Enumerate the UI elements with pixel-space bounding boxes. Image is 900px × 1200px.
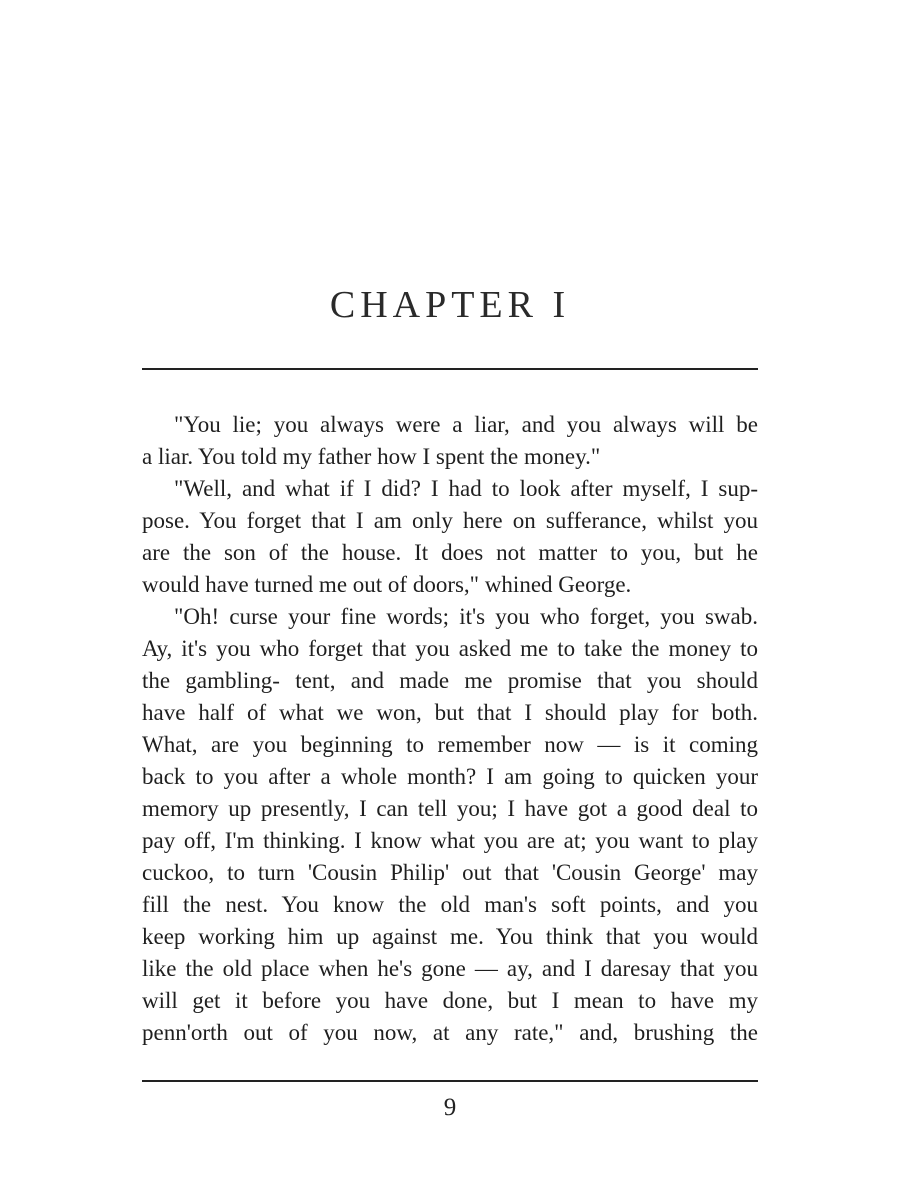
text-line: pose. You forget that I am only here on sufferance, whilst you xyxy=(142,508,758,533)
text-line: are the son of the house. It does not matter to you, but he xyxy=(142,540,758,565)
text-line: "Oh! curse your fine words; it's you who forget, you swab. xyxy=(174,604,758,629)
text-line: What, are you beginning to remember now — is it coming xyxy=(142,732,758,757)
text-line: cuckoo, to turn 'Cousin Philip' out that 'Cousin George' may xyxy=(142,860,758,885)
text-line: back to you after a whole month? I am going to quicken your xyxy=(142,764,758,789)
text-line: the gambling- tent, and made me promise that you should xyxy=(142,668,758,693)
text-line: Ay, it's you who forget that you asked me to take the money to xyxy=(142,636,758,661)
text-line: penn'orth out of you now, at any rate," and, brushing the xyxy=(142,1020,758,1045)
text-line: like the old place when he's gone — ay, and I daresay that you xyxy=(142,956,758,981)
text-line: "Well, and what if I did? I had to look after myself, I sup- xyxy=(174,476,758,501)
text-line: pay off, I'm thinking. I know what you are at; you want to play xyxy=(142,828,758,853)
text-line: will get it before you have done, but I mean to have my xyxy=(142,988,758,1013)
top-divider xyxy=(142,368,758,370)
text-line: fill the nest. You know the old man's soft points, and you xyxy=(142,892,758,917)
bottom-divider xyxy=(142,1080,758,1082)
text-line: keep working him up against me. You think that you would xyxy=(142,924,758,949)
page-number: 9 xyxy=(443,1094,457,1121)
text-line: have half of what we won, but that I should play for both. xyxy=(142,700,758,725)
text-line: a liar. You told my father how I spent the money." xyxy=(142,444,601,469)
body-text xyxy=(142,409,758,1049)
text-line: would have turned me out of doors," whined George. xyxy=(142,572,632,597)
text-line: memory up presently, I can tell you; I have got a good deal to xyxy=(142,796,758,821)
chapter-title: CHAPTER I xyxy=(329,284,571,326)
text-line: "You lie; you always were a liar, and you always will be xyxy=(174,412,758,437)
